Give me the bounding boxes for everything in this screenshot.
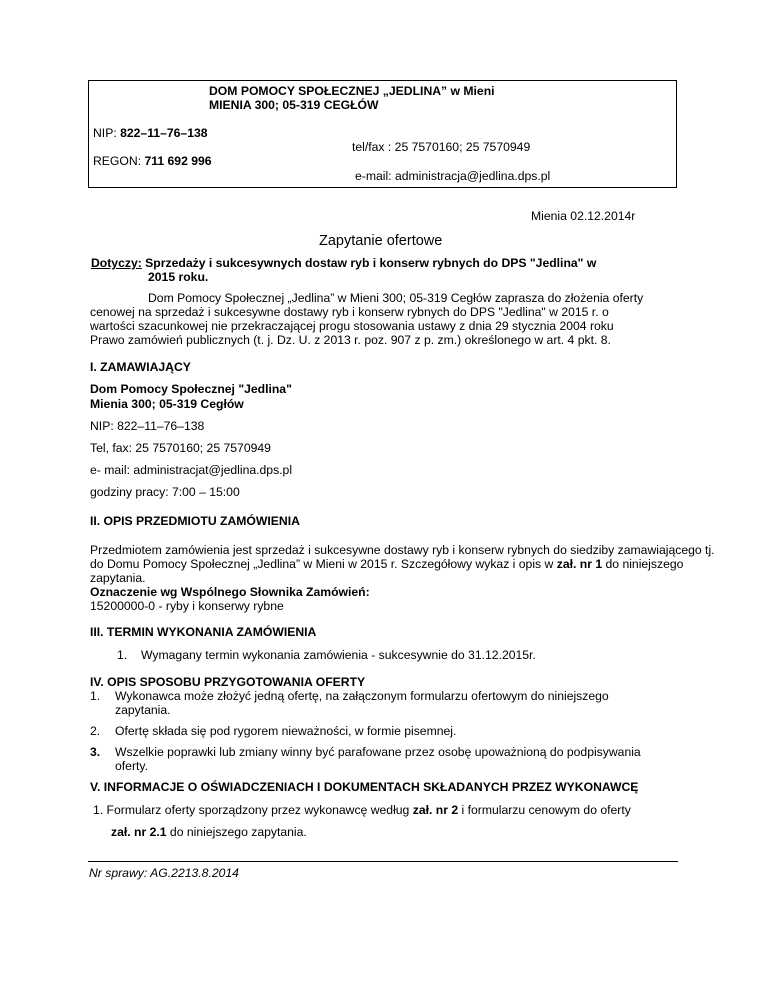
attachment-ref: zał. nr 1: [556, 557, 603, 571]
list-number: 2.: [90, 724, 101, 738]
deadline-text: Wymagany termin wykonania zamówienia - sukcesywnie do 31.12.2015r.: [141, 648, 536, 662]
documents-item-line2: [111, 825, 307, 839]
list-item-text: oferty.: [115, 759, 148, 773]
subject-description-line: Przedmiotem zamówienia jest sprzedaż i sukcesywne dostawy ryb i konserw rybnych do siedziby zamawiającego tj.: [90, 543, 715, 557]
desc-text: do niniejszego: [602, 557, 684, 571]
orderer-email: e- mail: administracjat@jedlina.dps.pl: [90, 463, 293, 477]
section3-heading: III. TERMIN WYKONANIA ZAMÓWIENIA: [90, 625, 317, 639]
subject-description-line: [90, 557, 683, 571]
list-number: 1.: [90, 689, 101, 703]
list-item-text: Wszelkie poprawki lub zmiany winny być parafowane przez osobę upoważnioną do podpisywania: [115, 745, 641, 759]
org-name-line: DOM POMOCY SPOŁECZNEJ „JEDLINA” w Mieni: [209, 84, 495, 98]
cpv-heading: Oznaczenie wg Wspólnego Słownika Zamówień:: [90, 585, 370, 599]
doc-text: 1. Formularz oferty sporządzony przez wykonawcę według: [93, 803, 413, 817]
intro-line: cenowej na sprzedaż i sukcesywne dostawy ryb i konserw rybnych do DPS "Jedlina" w 2015 r. o: [90, 305, 609, 319]
org-address-line: MIENIA 300; 05-319 CEGŁÓW: [209, 98, 379, 112]
list-item-text: zapytania.: [115, 703, 171, 717]
subject-description-line: zapytania.: [90, 571, 146, 585]
header-email: e-mail: administracja@jedlina.dps.pl: [355, 169, 551, 183]
nip-value: 822–11–76–138: [120, 126, 208, 140]
header-nip: [93, 126, 208, 140]
list-item-text: Wykonawca może złożyć jedną ofertę, na załączonym formularzu ofertowym do niniejszego: [115, 689, 609, 703]
orderer-tel: Tel, fax: 25 7570160; 25 7570949: [90, 441, 271, 455]
case-number: Nr sprawy: AG.2213.8.2014: [89, 866, 239, 880]
nip-label: NIP:: [93, 126, 117, 140]
regon-label: REGON:: [93, 154, 142, 168]
attachment-ref: zał. nr 2.1: [111, 825, 167, 839]
footer-rule: [88, 861, 678, 862]
desc-text: do Domu Pomocy Społecznej „Jedlina” w Mieni w 2015 r. Szczegółowy wykaz i opis w: [90, 557, 557, 571]
subject-text-line1: Sprzedaży i sukcesywnych dostaw ryb i konserw rybnych do DPS "Jedlina" w: [141, 256, 597, 270]
intro-line: wartości szacunkowej nie przekraczającej progu stosowania ustawy z dnia 29 stycznia 2004 roku: [90, 319, 614, 333]
subject-line: [91, 256, 596, 270]
intro-line: Dom Pomocy Społecznej „Jedlina” w Mieni 300; 05-319 Cegłów zaprasza do złożenia oferty: [148, 291, 644, 305]
attachment-ref: zał. nr 2: [412, 803, 459, 817]
orderer-name: Dom Pomocy Społecznej "Jedlina": [90, 382, 292, 396]
subject-label: Dotyczy:: [91, 256, 142, 270]
orderer-hours: godziny pracy: 7:00 – 15:00: [90, 485, 240, 499]
section1-heading: I. ZAMAWIAJĄCY: [90, 360, 191, 374]
cpv-item: 15200000-0 - ryby i konserwy rybne: [90, 599, 284, 613]
documents-item: [93, 803, 631, 817]
doc-text: do niniejszego zapytania.: [166, 825, 307, 839]
document-date: Mienia 02.12.2014r: [531, 209, 636, 223]
list-number: 1.: [117, 648, 128, 662]
subject-text-line2: 2015 roku.: [148, 270, 209, 284]
list-number: 3.: [90, 745, 101, 759]
section4-heading: IV. OPIS SPOSOBU PRZYGOTOWANIA OFERTY: [90, 675, 366, 689]
section5-heading: V. INFORMACJE O OŚWIADCZENIACH I DOKUMENTACH SKŁADANYCH PRZEZ WYKONAWCĘ: [90, 780, 639, 794]
section2-heading: II. OPIS PRZEDMIOTU ZAMÓWIENIA: [90, 514, 300, 528]
header-regon: [93, 154, 212, 168]
regon-value: 711 692 996: [144, 154, 212, 168]
header-telfax: tel/fax : 25 7570160; 25 7570949: [352, 140, 531, 154]
doc-text: i formularzu cenowym do oferty: [458, 803, 631, 817]
orderer-nip: NIP: 822–11–76–138: [90, 419, 205, 433]
intro-line: Prawo zamówień publicznych (t. j. Dz. U. z 2013 r. poz. 907 z p. zm.) określonego w art. 4 pkt. 8.: [90, 333, 611, 347]
list-item-text: Ofertę składa się pod rygorem nieważności, w formie pisemnej.: [115, 724, 457, 738]
orderer-address: Mienia 300; 05-319 Cegłów: [90, 397, 244, 411]
document-title: Zapytanie ofertowe: [319, 233, 443, 249]
